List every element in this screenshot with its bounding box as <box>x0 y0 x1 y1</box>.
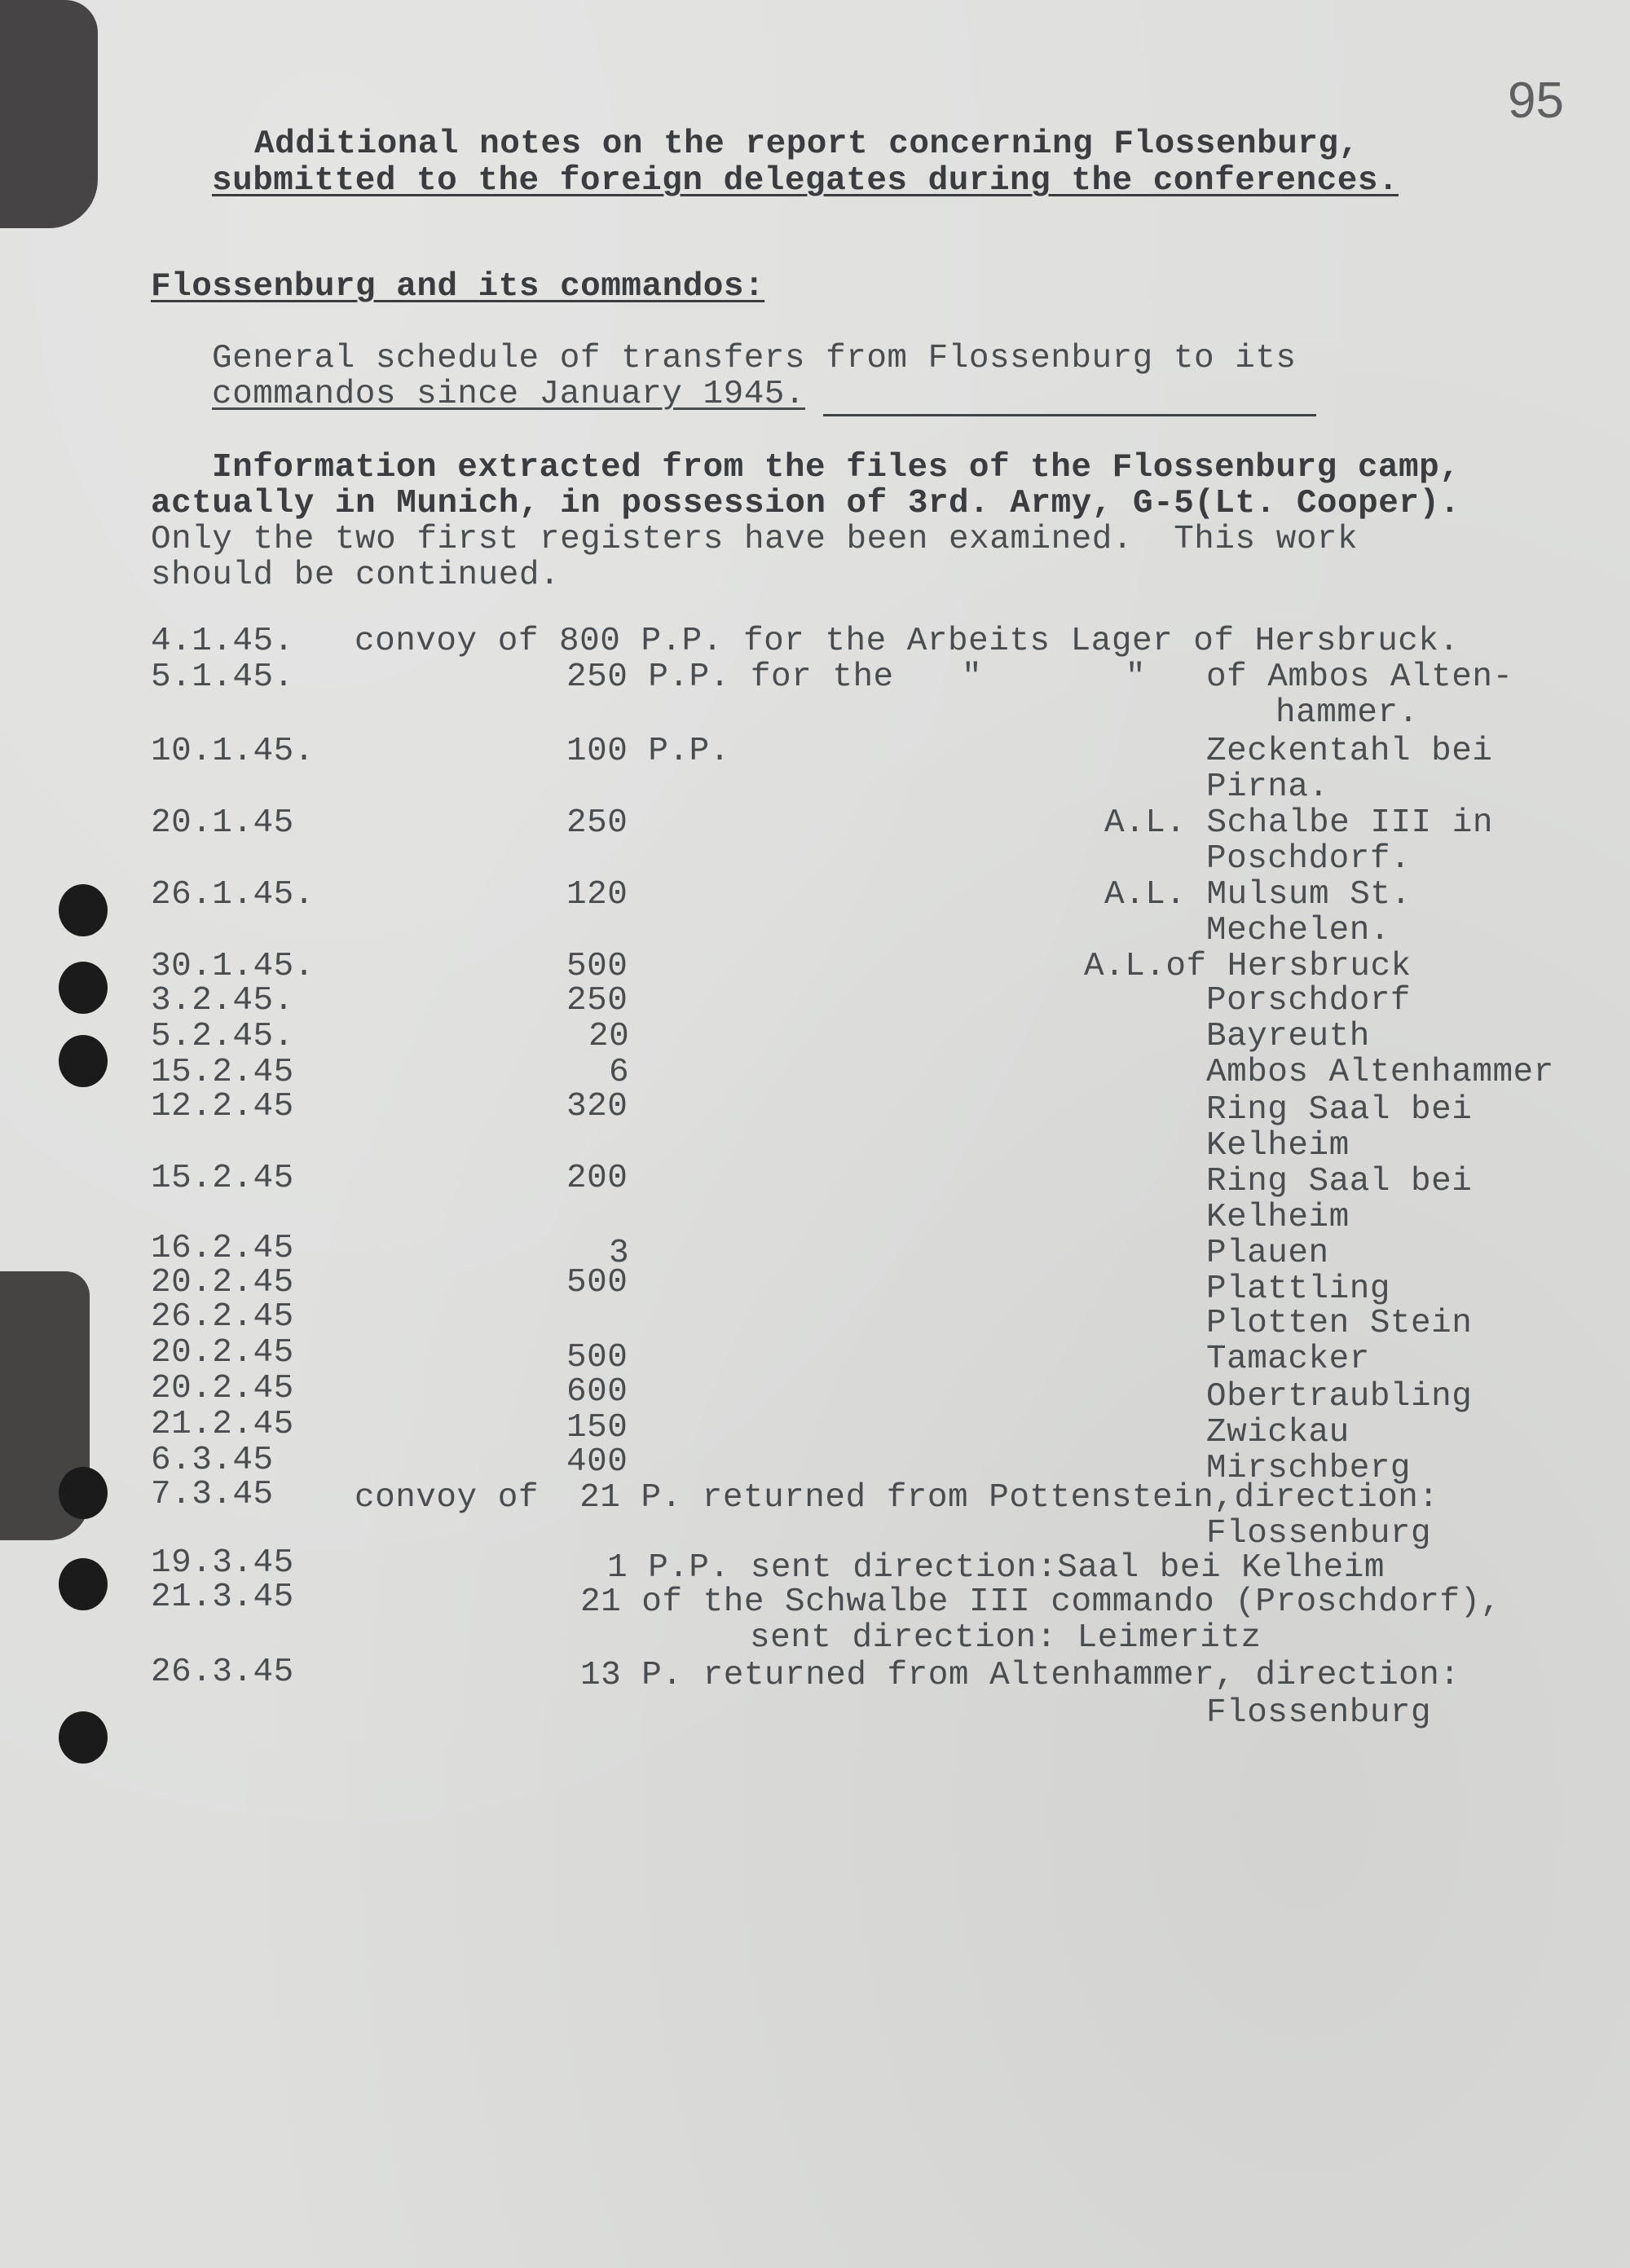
entry-date: 26.1.45. <box>151 876 315 914</box>
entry-text: 21 of the Schwalbe III commando (Proschdorf), <box>580 1583 1501 1621</box>
binder-hole <box>59 1711 108 1764</box>
entry-destination: Mirschberg <box>1206 1450 1412 1487</box>
entry-destination: A.L. Mulsum St. <box>1104 876 1412 914</box>
entry-destination: Ambos Altenhammer <box>1206 1054 1554 1091</box>
entry-destination: Plattling <box>1206 1271 1390 1308</box>
entry-destination: Bayreuth <box>1206 1018 1370 1055</box>
entry-date: 3.2.45. <box>151 982 294 1019</box>
subheading-rule <box>823 414 1316 416</box>
entry-ditto: " " <box>962 658 1146 696</box>
entry-date: 16.2.45 <box>151 1230 294 1267</box>
entry-destination-cont: Kelheim <box>1206 1127 1350 1165</box>
title-line-1: Additional notes on the report concerning Flossenburg, <box>254 126 1359 163</box>
intro-line: actually in Munich, in possession of 3rd. Army, G-5(Lt. Cooper). <box>151 485 1460 522</box>
entry-destination-cont: Flossenburg <box>1206 1694 1432 1732</box>
entry-quantity: 250 <box>566 982 628 1019</box>
entry-destination: Plotten Stein <box>1206 1305 1473 1342</box>
entry-date: 15.2.45 <box>151 1160 294 1197</box>
entry-quantity: 500 <box>566 1339 628 1376</box>
entry-date: 10.1.45. <box>151 733 315 770</box>
entry-destination: Zeckentahl bei <box>1206 733 1493 770</box>
entry-destination-cont: Mechelen. <box>1206 912 1390 949</box>
page-number: 95 <box>1508 73 1564 129</box>
entry-quantity: 320 <box>566 1088 628 1125</box>
entry-destination: Ring Saal bei <box>1206 1091 1473 1129</box>
entry-quantity: 250 P.P. for the <box>566 658 894 696</box>
entry-destination: Obertraubling <box>1206 1378 1473 1416</box>
subheading-line-2: commandos since January 1945. <box>212 376 806 413</box>
entry-date: 15.2.45 <box>151 1054 294 1091</box>
entry-destination: Porschdorf <box>1206 982 1412 1019</box>
entry-quantity: 500 <box>566 948 628 985</box>
entry-date: 20.2.45 <box>151 1264 294 1301</box>
entry-text: convoy of 21 P. returned from Pottenstein,direction: <box>355 1479 1439 1517</box>
tape-strip <box>0 0 98 228</box>
entry-quantity: 20 <box>588 1018 630 1055</box>
entry-text: convoy of 800 P.P. for the Arbeits Lager of Hersbruck. <box>355 623 1460 660</box>
entry-date: 20.1.45 <box>151 804 294 842</box>
entry-destination: Zwickau <box>1206 1414 1350 1451</box>
entry-quantity: 250 <box>566 804 628 842</box>
entry-quantity: 100 P.P. <box>566 733 730 770</box>
binder-hole <box>59 1035 108 1087</box>
intro-line: Only the two first registers have been examined. This work <box>151 521 1359 558</box>
entry-text: 13 P. returned from Altenhammer, direction: <box>580 1657 1460 1694</box>
entry-destination: Ring Saal bei <box>1206 1163 1473 1200</box>
binder-hole <box>59 1558 108 1610</box>
entry-quantity: 3 <box>609 1235 630 1272</box>
entry-destination: A.L. Schalbe III in <box>1104 804 1493 842</box>
entry-date: 5.2.45. <box>151 1018 294 1055</box>
entry-date: 30.1.45. <box>151 948 315 985</box>
subheading-line-1: General schedule of transfers from Flossenburg to its <box>212 340 1297 377</box>
section-heading: Flossenburg and its commandos: <box>151 268 765 306</box>
binder-hole <box>59 1467 108 1519</box>
entry-date: 12.2.45 <box>151 1088 294 1125</box>
entry-text-cont: sent direction: Leimeritz <box>750 1619 1262 1657</box>
entry-date: 6.3.45 <box>151 1442 274 1479</box>
binder-hole <box>59 884 108 936</box>
entry-quantity: 600 <box>566 1373 628 1411</box>
title-line-2: submitted to the foreign delegates during the conferences. <box>212 162 1399 200</box>
intro-line: should be continued. <box>151 557 561 594</box>
intro-line: Information extracted from the files of the Flossenburg camp, <box>212 449 1460 487</box>
entry-destination-cont: hammer. <box>1275 694 1419 732</box>
entry-destination-cont: Pirna. <box>1206 768 1329 806</box>
entry-destination-cont: Kelheim <box>1206 1199 1350 1236</box>
entry-quantity: 150 <box>566 1409 628 1447</box>
entry-date: 5.1.45. <box>151 658 294 696</box>
entry-quantity: 400 <box>566 1443 628 1481</box>
entry-date: 21.3.45 <box>151 1579 294 1616</box>
entry-date: 26.3.45 <box>151 1654 294 1691</box>
entry-date: 19.3.45 <box>151 1544 294 1582</box>
entry-date: 20.2.45 <box>151 1370 294 1407</box>
entry-quantity: 120 <box>566 876 628 914</box>
entry-destination-cont: Flossenburg <box>1206 1515 1432 1552</box>
entry-quantity: 500 <box>566 1264 628 1301</box>
entry-quantity: 6 <box>609 1054 630 1091</box>
binder-hole <box>59 962 108 1014</box>
entry-date: 26.2.45 <box>151 1298 294 1336</box>
entry-destination: A.L.of Hersbruck <box>1084 948 1412 985</box>
entry-destination: of Ambos Alten- <box>1206 658 1513 696</box>
entry-date: 4.1.45. <box>151 623 294 660</box>
entry-quantity: 200 <box>566 1160 628 1197</box>
entry-destination-cont: Poschdorf. <box>1206 840 1412 878</box>
entry-destination: Tamacker <box>1206 1341 1370 1378</box>
entry-date: 20.2.45 <box>151 1334 294 1372</box>
entry-date: 21.2.45 <box>151 1406 294 1443</box>
entry-destination: Plauen <box>1206 1235 1329 1272</box>
entry-date: 7.3.45 <box>151 1476 274 1513</box>
entry-text: 1 P.P. sent direction:Saal bei Kelheim <box>607 1549 1385 1587</box>
